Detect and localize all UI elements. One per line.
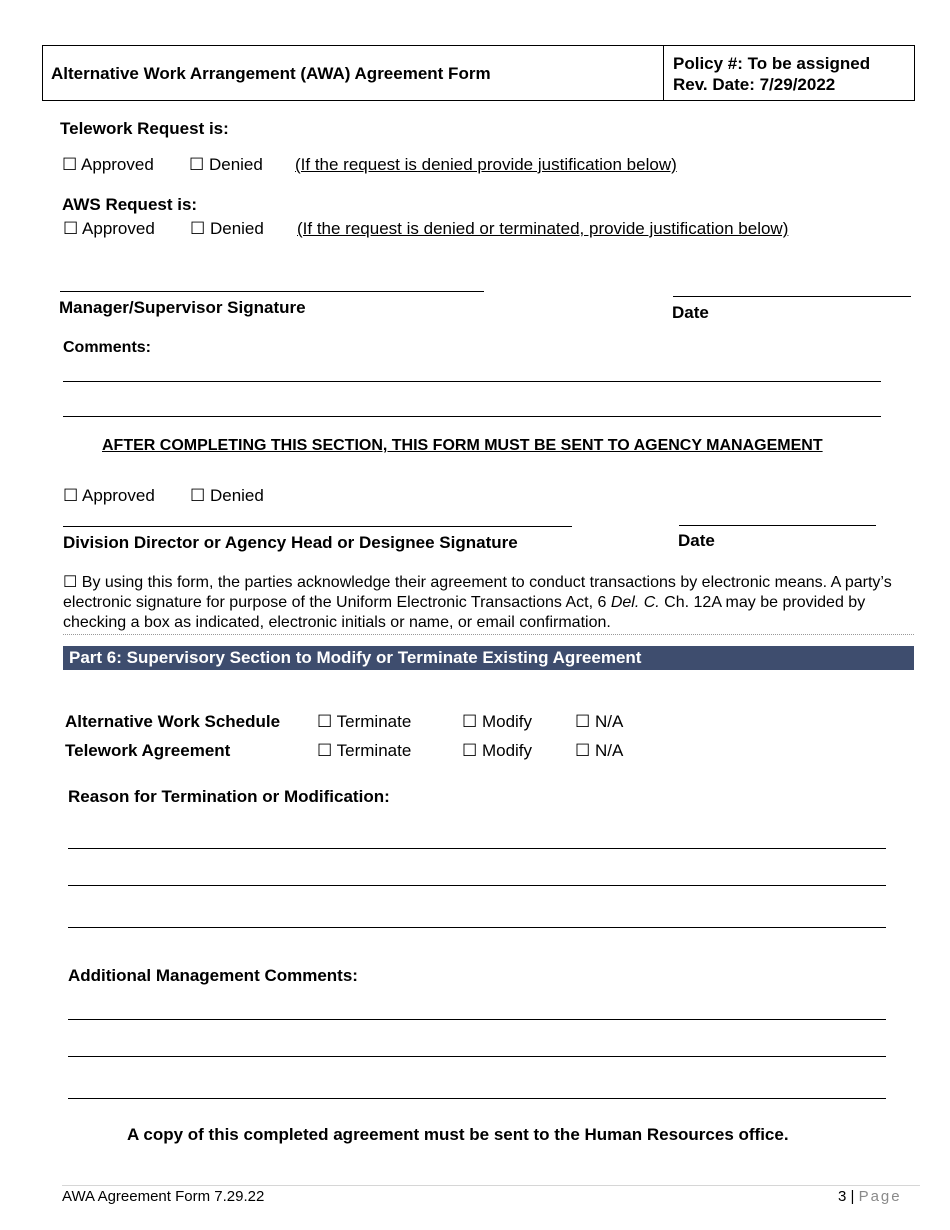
telework-heading: Telework Request is: — [60, 119, 229, 138]
electronic-signature-consent[interactable] — [63, 573, 908, 633]
reason-label: Reason for Termination or Modification: — [68, 787, 390, 806]
manager-date-line[interactable] — [673, 296, 911, 297]
telework-na-checkbox[interactable]: ☐ N/A — [575, 741, 624, 760]
part6-heading: Part 6: Supervisory Section to Modify or Terminate Existing Agreement — [63, 646, 914, 670]
reason-line-2[interactable] — [68, 885, 886, 886]
additional-line-3[interactable] — [68, 1098, 886, 1099]
director-denied-checkbox[interactable]: ☐ Denied — [190, 486, 264, 505]
aws-na-checkbox[interactable]: ☐ N/A — [575, 712, 624, 731]
revision-date: Rev. Date: 7/29/2022 — [673, 75, 836, 94]
consent-text-italic: Del. C. — [610, 594, 660, 611]
page-number: 3 — [838, 1188, 847, 1205]
agency-management-notice: AFTER COMPLETING THIS SECTION, THIS FORM MUST BE SENT TO AGENCY MANAGEMENT — [102, 437, 823, 454]
telework-approved-checkbox[interactable]: ☐ Approved — [62, 155, 154, 174]
reason-line-1[interactable] — [68, 848, 886, 849]
telework-note: (If the request is denied provide justification below) — [295, 155, 677, 174]
form-header — [42, 45, 915, 101]
comment-line-1[interactable] — [63, 381, 881, 382]
header-divider — [663, 46, 664, 100]
comment-line-2[interactable] — [63, 416, 881, 417]
additional-comments-label: Additional Management Comments: — [68, 966, 358, 985]
telework-denied-checkbox[interactable]: ☐ Denied — [189, 155, 263, 174]
director-approved-checkbox[interactable]: ☐ Approved — [63, 486, 155, 505]
aws-note: (If the request is denied or terminated, provide justification below) — [297, 219, 789, 238]
page-word: Page — [858, 1188, 902, 1205]
consent-text-2: Ch. 12A may be provided by checking a box as indicated, electronic initials or name, or email confirmation. — [63, 594, 866, 631]
footer-page-number — [838, 1188, 902, 1205]
telework-row-label: Telework Agreement — [65, 741, 231, 760]
manager-signature-line[interactable] — [60, 291, 484, 292]
aws-row-label: Alternative Work Schedule — [65, 712, 281, 731]
aws-approved-checkbox[interactable]: ☐ Approved — [63, 219, 155, 238]
director-date-label: Date — [678, 531, 715, 550]
policy-info — [673, 53, 870, 95]
director-signature-line[interactable] — [63, 526, 572, 527]
telework-modify-checkbox[interactable]: ☐ Modify — [462, 741, 533, 760]
aws-modify-checkbox[interactable]: ☐ Modify — [462, 712, 533, 731]
legal-divider — [63, 634, 914, 635]
director-date-line[interactable] — [679, 525, 876, 526]
aws-heading: AWS Request is: — [62, 195, 198, 214]
consent-text-1: ☐ By using this form, the parties acknowledge their agreement to conduct transactions by electronic means. A party’s electronic signature for purpose of the Uniform Electronic Transactions Act, 6 — [63, 574, 892, 611]
additional-line-2[interactable] — [68, 1056, 886, 1057]
additional-line-1[interactable] — [68, 1019, 886, 1020]
footer-rule — [62, 1185, 920, 1186]
aws-denied-checkbox[interactable]: ☐ Denied — [190, 219, 264, 238]
manager-date-label: Date — [672, 303, 709, 322]
footer-form-name: AWA Agreement Form 7.29.22 — [62, 1188, 265, 1205]
telework-terminate-checkbox[interactable]: ☐ Terminate — [317, 741, 412, 760]
hr-copy-notice: A copy of this completed agreement must be sent to the Human Resources office. — [127, 1125, 789, 1144]
reason-line-3[interactable] — [68, 927, 886, 928]
director-signature-label: Division Director or Agency Head or Designee Signature — [63, 533, 518, 552]
aws-terminate-checkbox[interactable]: ☐ Terminate — [317, 712, 412, 731]
form-title: Alternative Work Arrangement (AWA) Agreement Form — [51, 64, 491, 83]
page-separator: | — [846, 1188, 859, 1205]
comments-label: Comments: — [63, 339, 152, 356]
manager-signature-label: Manager/Supervisor Signature — [59, 298, 306, 317]
policy-number: Policy #: To be assigned — [673, 54, 871, 73]
